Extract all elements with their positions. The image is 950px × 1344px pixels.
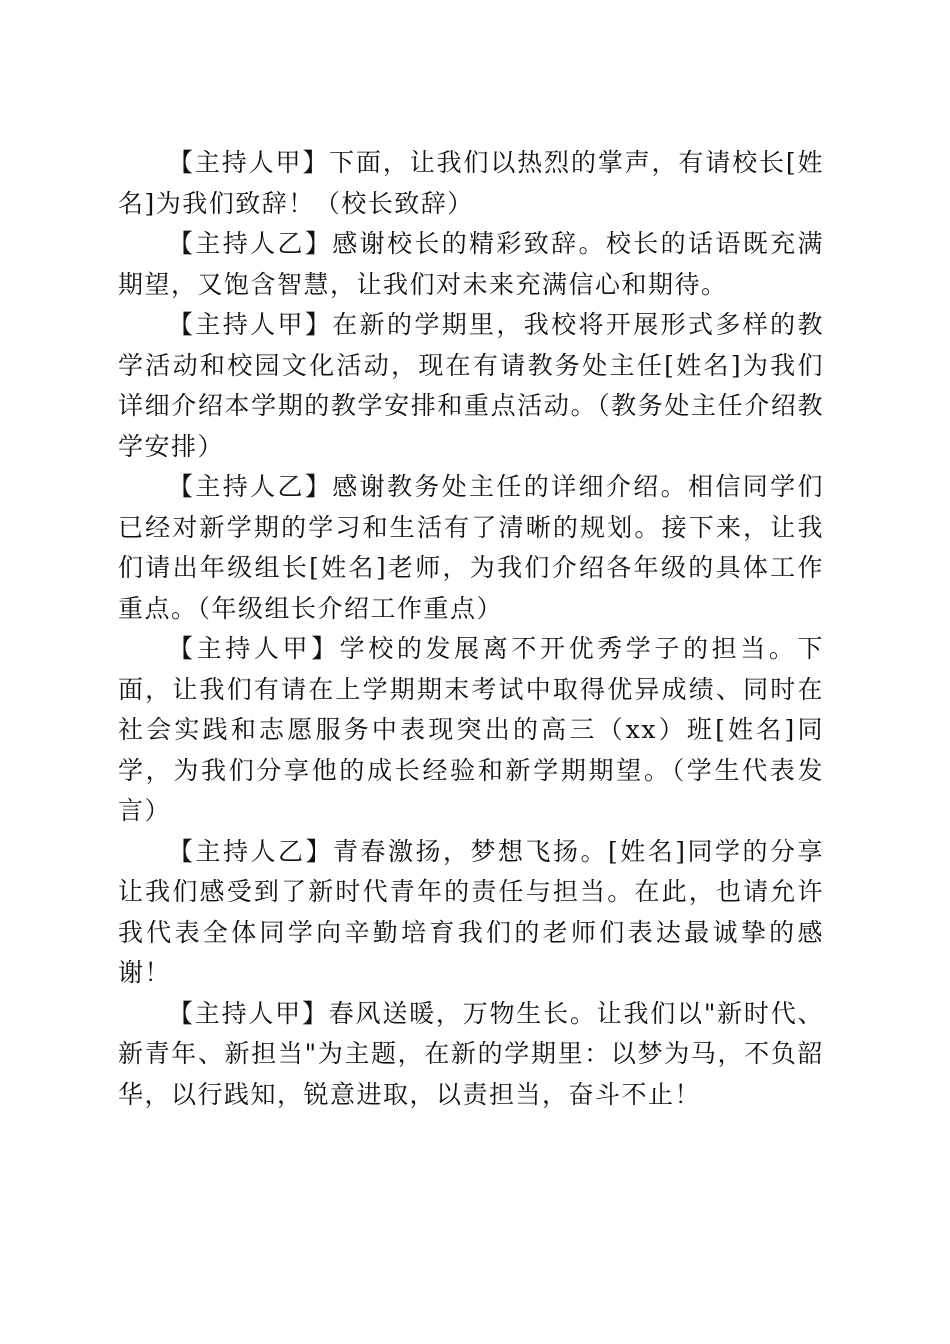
paragraph-host-a-closing: 【主持人甲】春风送暖，万物生长。让我们以"新时代、新青年、新担当"为主题，在新的学期里：以梦为马，不负韶华，以行践知，锐意进取，以责担当，奋斗不止！ — [118, 998, 824, 1109]
paragraph-host-a-principal: 【主持人甲】下面，让我们以热烈的掌声，有请校长[姓名]为我们致辞！（校长致辞） — [118, 148, 824, 218]
paragraph-host-b-thanks-principal: 【主持人乙】感谢校长的精彩致辞。校长的话语既充满期望，又饱含智慧，让我们对未来充满信心和期待。 — [118, 229, 824, 299]
paragraph-host-a-academic-affairs: 【主持人甲】在新的学期里，我校将开展形式多样的教学活动和校园文化活动，现在有请教务处主任[姓名]为我们详细介绍本学期的教学安排和重点活动。（教务处主任介绍教学安排） — [118, 310, 824, 461]
paragraph-host-b-grade-leader: 【主持人乙】感谢教务处主任的详细介绍。相信同学们已经对新学期的学习和生活有了清晰的规划。接下来，让我们请出年级组长[姓名]老师，为我们介绍各年级的具体工作重点。（年级组长介绍工作重点） — [118, 472, 824, 623]
paragraph-host-b-gratitude: 【主持人乙】青春激扬，梦想飞扬。[姓名]同学的分享让我们感受到了新时代青年的责任与担当。在此，也请允许我代表全体同学向辛勤培育我们的老师们表达最诚挚的感谢！ — [118, 836, 824, 987]
paragraph-host-a-student-rep: 【主持人甲】学校的发展离不开优秀学子的担当。下面，让我们有请在上学期期末考试中取得优异成绩、同时在社会实践和志愿服务中表现突出的高三（xx）班[姓名]同学，为我们分享他的成长经验和新学期期望。（学生代表发言） — [118, 634, 824, 825]
document-body — [118, 143, 824, 1115]
